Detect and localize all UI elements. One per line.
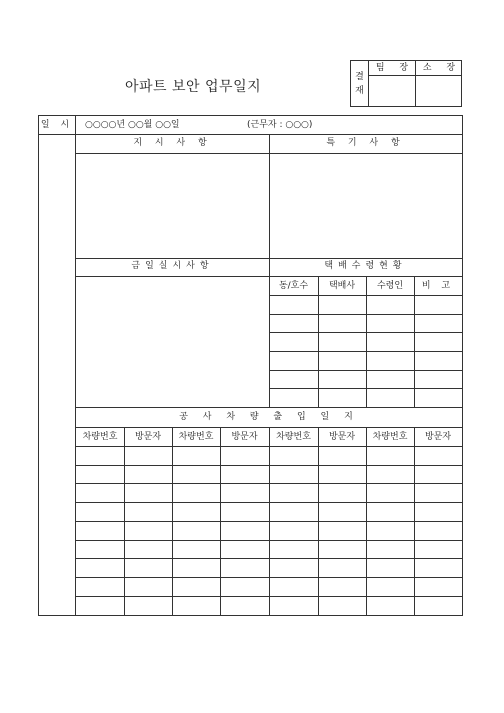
approval-side-char-1: 결 [355,71,364,82]
date-row [39,116,462,135]
special-notes-area[interactable] [270,154,462,258]
approval-team-leader [369,61,416,106]
today-tasks-header: 금일실시사항 [131,261,214,271]
vehicle-header-plate-3: 차량번호 [276,432,311,442]
table-row [76,558,462,559]
parcel-header-recipient: 수령인 [376,281,404,291]
table-row [76,596,462,597]
table-row [76,540,462,541]
form-body [76,135,462,615]
approval-team-leader-label: 팀 장 [369,61,415,76]
table-row [269,370,462,371]
table-row [76,577,462,578]
vehicle-header-visitor-2: 방문자 [231,432,258,442]
table-row [269,295,462,296]
today-tasks-area[interactable] [76,277,268,407]
table-row [269,351,462,352]
left-margin-column [39,135,76,615]
worker-field[interactable]: (근무자 : ○○○) [247,120,313,130]
table-row [269,388,462,389]
parcel-header-courier: 택배사 [328,281,356,291]
date-value[interactable]: ○○○○년 ○○월 ○○일 [85,120,180,130]
table-row [76,521,462,522]
vehicle-header-visitor-1: 방문자 [134,432,162,442]
table-row [76,446,462,447]
vehicle-header-visitor-3: 방문자 [328,432,356,442]
approval-side-char-2: 재 [355,85,364,96]
parcel-header-unit: 동/호수 [278,281,309,291]
approval-box [350,60,462,107]
table-row [269,332,462,333]
approval-side-label [351,61,369,106]
table-row [76,502,462,503]
instructions-area[interactable] [76,154,268,258]
instructions-header: 지 시 사 항 [133,138,212,148]
vehicle-log-header: 공 사 차 량 출 입 일 지 [179,412,359,422]
vehicle-header-plate-1: 차량번호 [82,432,118,442]
vehicle-header-plate-4: 차량번호 [372,432,408,442]
date-label: 일 시 [39,116,76,134]
vehicle-header-visitor-4: 방문자 [424,432,452,442]
special-notes-header: 특 기 사 항 [326,138,405,148]
parcel-header-remarks: 비 고 [421,281,455,291]
divider [76,407,462,408]
table-row [76,465,462,466]
log-form [38,115,463,616]
approval-director-label: 소 장 [416,61,462,76]
vehicle-header-plate-2: 차량번호 [178,432,214,442]
page-title: 아파트 보안 업무일지 [125,79,262,95]
table-row [76,483,462,484]
parcel-status-header: 택배수령현황 [324,261,407,271]
table-row [269,314,462,315]
approval-director [416,61,462,106]
